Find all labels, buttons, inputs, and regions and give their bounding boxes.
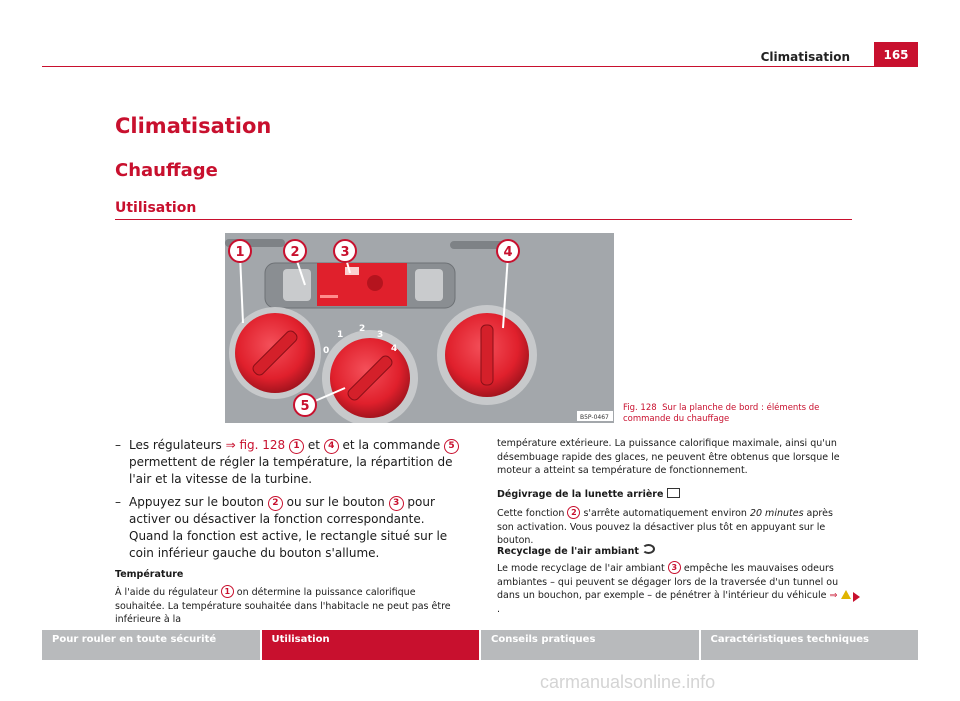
footer-tab-usage[interactable]: Utilisation bbox=[262, 630, 482, 660]
heating-controls-figure bbox=[225, 233, 614, 423]
callout-3-label: 3 bbox=[340, 245, 350, 260]
ref-num-3: 3 bbox=[389, 496, 404, 511]
footer-tab-safety[interactable]: Pour rouler en toute sécurité bbox=[42, 630, 262, 660]
temperature-continued-text: température extérieure. La puissance calorifique maximale, ainsi qu'un désembuage rapide des glaces, ne peuvent être obtenus que lorsque le moteur a atteint sa température de fonctionnement. bbox=[497, 438, 840, 476]
ref-num-1: 1 bbox=[221, 585, 234, 598]
recirc-dial bbox=[367, 275, 383, 291]
callout-2-label: 2 bbox=[290, 245, 300, 260]
rear-defrost-icon bbox=[667, 488, 680, 498]
bullet-buttons bbox=[115, 494, 465, 562]
figure-code: B5P-0467 bbox=[580, 414, 609, 421]
watermark: carmanualsonline.info bbox=[540, 672, 716, 692]
bullet-dash: – bbox=[115, 438, 121, 452]
ref-num-5: 5 bbox=[444, 439, 459, 454]
subsection-title: Utilisation bbox=[115, 200, 197, 216]
section-title: Chauffage bbox=[115, 160, 218, 181]
ref-num-2: 2 bbox=[567, 506, 580, 519]
temperature-heading: Température bbox=[115, 569, 184, 580]
footer-nav bbox=[42, 630, 918, 660]
recirc-text: Le mode recyclage de l'air ambiant 3 empêche les mauvaises odeurs ambiantes – qui peuvent se dégager lors de la traversée d'un tunnel ou dans un bouchon, par exemple – de pénétrer à l'intérieur du véhicule ⇒ . bbox=[497, 561, 852, 616]
warning-ref-link[interactable]: ⇒ bbox=[829, 590, 838, 601]
button-left-seat bbox=[283, 269, 311, 301]
red-switch-panel bbox=[317, 263, 407, 306]
page-number: 165 bbox=[874, 42, 918, 67]
fan-mark-2: 2 bbox=[359, 324, 366, 334]
figure-caption-text: Sur la planche de bord : éléments de commande du chauffage bbox=[623, 403, 820, 425]
dashboard-illustration bbox=[225, 233, 614, 423]
indicator-2 bbox=[320, 295, 338, 298]
footer-tab-specs[interactable]: Caractéristiques techniques bbox=[701, 630, 919, 660]
ref-num-2: 2 bbox=[268, 496, 283, 511]
defrost-text: Cette fonction 2 s'arrête automatiquement environ 20 minutes après son activation. Vous pouvez la désactiver plus tôt en appuyant sur le bouton. bbox=[497, 508, 833, 546]
bullet-controls bbox=[115, 437, 465, 488]
running-header: Climatisation bbox=[760, 50, 850, 64]
footer-tab-tips[interactable]: Conseils pratiques bbox=[481, 630, 701, 660]
defrost-heading: Dégivrage de la lunette arrière bbox=[497, 488, 680, 502]
defrost-symbol bbox=[345, 267, 359, 275]
air-distribution-knob bbox=[437, 305, 537, 405]
bullet-controls-text: Les régulateurs ⇒ fig. 128 1 et 4 et la commande 5 permettent de régler la température, la répartition de l'air et la vitesse de la turbine. bbox=[129, 437, 465, 488]
fan-mark-1: 1 bbox=[337, 330, 344, 340]
callout-1-label: 1 bbox=[235, 245, 245, 260]
ref-num-3: 3 bbox=[668, 561, 681, 574]
callout-4-label: 4 bbox=[503, 245, 513, 260]
section-rule bbox=[115, 219, 852, 220]
figure-ref-link[interactable]: ⇒ fig. 128 bbox=[225, 438, 286, 452]
recirc-heading: Recyclage de l'air ambiant bbox=[497, 544, 655, 559]
callout-5-label: 5 bbox=[300, 399, 310, 414]
button-right-seat bbox=[415, 269, 443, 301]
figure-caption bbox=[623, 403, 863, 425]
ref-num-1: 1 bbox=[289, 439, 304, 454]
fan-mark-0: 0 bbox=[323, 346, 330, 356]
bullet-buttons-text: Appuyez sur le bouton 2 ou sur le bouton 3 pour activer ou désactiver la fonction correspondante. Quand la fonction est active, le rectangle situé sur le coin inférieur gauche du bouton s'allume. bbox=[129, 495, 448, 560]
figure-label: Fig. 128 bbox=[623, 403, 657, 413]
fan-mark-3: 3 bbox=[377, 330, 384, 340]
warning-icon bbox=[841, 590, 851, 599]
bullet-dash: – bbox=[115, 495, 121, 509]
fan-mark-4: 4 bbox=[391, 344, 398, 354]
chapter-title: Climatisation bbox=[115, 114, 272, 138]
recirculation-icon bbox=[642, 544, 655, 554]
continue-arrow-icon bbox=[853, 592, 860, 602]
temperature-text: À l'aide du régulateur 1 on détermine la puissance calorifique souhaitée. La température souhaitée dans l'habitacle ne peut pas être inférieure à la bbox=[115, 587, 451, 625]
ref-num-4: 4 bbox=[324, 439, 339, 454]
header-rule bbox=[42, 66, 874, 67]
